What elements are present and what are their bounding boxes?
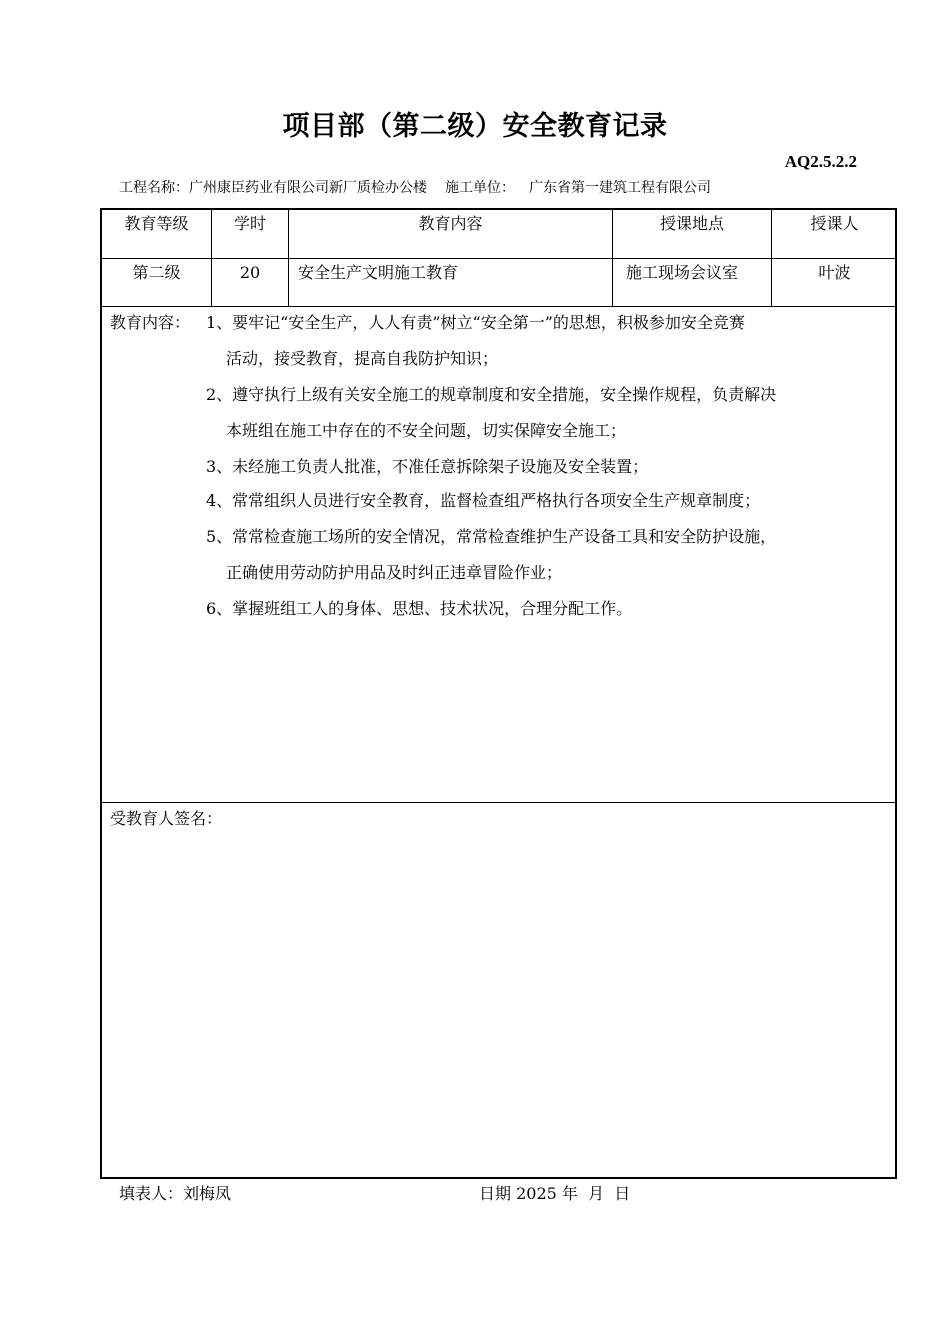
- form-code: AQ2.5.2.2: [784, 152, 857, 171]
- education-record-table: [100, 208, 897, 1179]
- header-location: 授课地点: [659, 214, 724, 233]
- content-line: 正确使用劳动防护用品及时纠正违章冒险作业；: [226, 563, 563, 582]
- header-education-level: 教育等级: [124, 214, 189, 233]
- filler-info: [119, 1181, 231, 1204]
- table-rule: [102, 306, 895, 307]
- header-hours: 学时: [233, 214, 266, 233]
- date-field: 日期 2025 年 月 日: [479, 1184, 631, 1203]
- header-content: 教育内容: [418, 214, 483, 233]
- table-rule: [102, 258, 895, 259]
- filler-label: 填表人：: [119, 1184, 184, 1203]
- filler-name: 刘梅凤: [183, 1184, 232, 1203]
- cell-content: 安全生产文明施工教育: [298, 263, 459, 282]
- content-line: 4、常常组织人员进行安全教育，监督检查组严格执行各项安全生产规章制度；: [206, 491, 761, 510]
- document-title: 项目部（第二级）安全教育记录: [282, 111, 668, 142]
- project-name-label: 工程名称：: [119, 180, 189, 196]
- content-line: 活动，接受教育，提高自我防护知识；: [226, 349, 499, 368]
- content-line: 1、要牢记“安全生产，人人有责”树立“安全第一”的思想，积极参加安全竞赛: [206, 313, 745, 332]
- project-name-value: 广州康臣药业有限公司新厂质检办公楼: [189, 180, 427, 196]
- content-line: 5、常常检查施工场所的安全情况，常常检查维护生产设备工具和安全防护设施，: [206, 527, 777, 546]
- cell-instructor: 叶波: [818, 263, 851, 282]
- content-label: 教育内容：: [110, 313, 191, 332]
- content-line: 3、未经施工负责人批准，不准任意拆除架子设施及安全装置；: [206, 457, 649, 476]
- project-info-line: [119, 177, 711, 197]
- cell-education-level: 第二级: [132, 263, 181, 282]
- signature-label: 受教育人签名：: [110, 809, 223, 828]
- cell-hours: 20: [239, 263, 261, 282]
- construction-unit-label: 施工单位：: [445, 180, 515, 196]
- construction-unit-value: 广东省第一建筑工程有限公司: [529, 180, 711, 196]
- content-line: 6、掌握班组工人的身体、思想、技术状况，合理分配工作。: [206, 599, 633, 618]
- cell-location: 施工现场会议室: [626, 263, 739, 282]
- content-line: 2、遵守执行上级有关安全施工的规章制度和安全措施，安全操作规程，负责解决: [206, 385, 777, 404]
- header-instructor: 授课人: [810, 214, 859, 233]
- table-rule: [102, 802, 895, 803]
- content-line: 本班组在施工中存在的不安全问题，切实保障安全施工；: [226, 421, 627, 440]
